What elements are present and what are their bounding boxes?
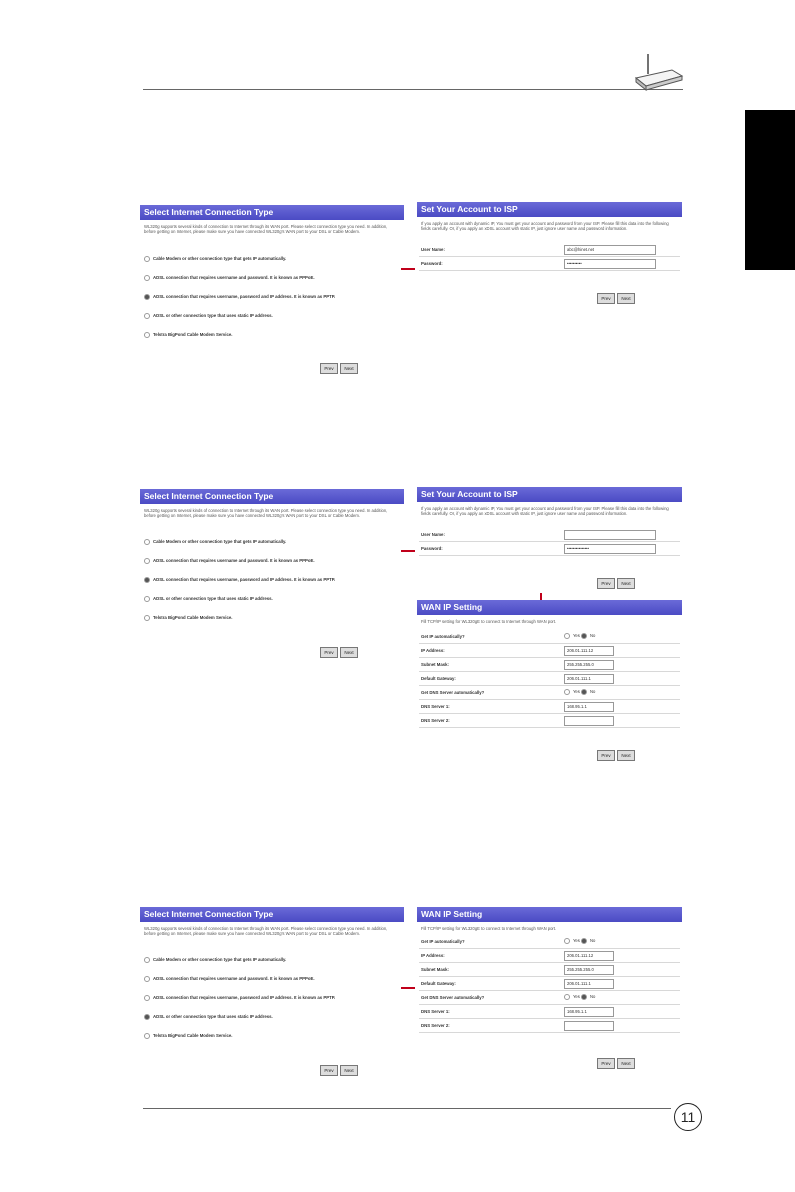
panel-title: Select Internet Connection Type bbox=[140, 907, 404, 922]
username-label: User Name: bbox=[421, 247, 445, 252]
dns-server-1-row bbox=[419, 1006, 680, 1019]
panel-description: If you apply an account with dynamic IP, You must get your account and password from your ISP. Please fill this data into the following fields carefully. Or, if you apply an xDSL account with static IP, just ignore user name and password information. bbox=[421, 506, 669, 517]
option-pppoe[interactable]: ADSL connection that requires username and password. It is known as PPPoE. bbox=[144, 558, 315, 564]
yes-no-radio[interactable]: Yes No bbox=[564, 689, 595, 695]
radio-icon[interactable] bbox=[564, 994, 570, 1000]
next-button[interactable]: Next bbox=[617, 1058, 635, 1069]
username-row bbox=[419, 244, 680, 257]
prev-button[interactable]: Prev bbox=[597, 578, 615, 589]
option-pptp[interactable]: ADSL connection that requires username, password and IP address. It is known as PPTP. bbox=[144, 995, 335, 1001]
field-label: IP Address: bbox=[421, 953, 445, 958]
panel-title: Set Your Account to ISP bbox=[417, 487, 682, 502]
page-number: 11 bbox=[674, 1103, 702, 1131]
arrow-marker-icon bbox=[401, 987, 415, 989]
username-row bbox=[419, 529, 680, 542]
option-bigpond[interactable]: Telstra BigPond Cable Modem Service. bbox=[144, 332, 232, 338]
radio-icon[interactable] bbox=[144, 577, 150, 583]
prev-button[interactable]: Prev bbox=[320, 363, 338, 374]
password-input[interactable]: ••••••••••••••• bbox=[564, 544, 656, 554]
subnet-mask-input[interactable]: 255.255.255.0 bbox=[564, 965, 614, 975]
radio-icon[interactable] bbox=[144, 332, 150, 338]
field-label: Get IP automatically? bbox=[421, 634, 465, 639]
prev-button[interactable]: Prev bbox=[597, 1058, 615, 1069]
radio-icon[interactable] bbox=[144, 294, 150, 300]
connection-type-panel bbox=[140, 489, 404, 661]
radio-icon[interactable] bbox=[581, 689, 587, 695]
field-label: DNS Server 1: bbox=[421, 1009, 450, 1014]
ip-address-input[interactable]: 206.01.111.12 bbox=[564, 951, 614, 961]
dns-server-2-input[interactable] bbox=[564, 1021, 614, 1031]
radio-icon[interactable] bbox=[144, 995, 150, 1001]
radio-icon[interactable] bbox=[144, 313, 150, 319]
panel-title: WAN IP Setting bbox=[417, 600, 682, 615]
option-static-ip[interactable]: ADSL or other connection type that uses static IP address. bbox=[144, 596, 273, 602]
username-input[interactable] bbox=[564, 530, 656, 540]
next-button[interactable]: Next bbox=[340, 363, 358, 374]
radio-icon[interactable] bbox=[564, 633, 570, 639]
radio-icon[interactable] bbox=[144, 957, 150, 963]
radio-icon[interactable] bbox=[581, 633, 587, 639]
ip-address-row bbox=[419, 950, 680, 963]
password-row bbox=[419, 543, 680, 556]
radio-icon[interactable] bbox=[581, 994, 587, 1000]
yes-no-radio[interactable]: Yes No bbox=[564, 994, 595, 1000]
option-static-ip[interactable]: ADSL or other connection type that uses static IP address. bbox=[144, 313, 273, 319]
dns-server-2-row bbox=[419, 715, 680, 728]
radio-icon[interactable] bbox=[144, 615, 150, 621]
option-static-ip[interactable]: ADSL or other connection type that uses static IP address. bbox=[144, 1014, 273, 1020]
option-pppoe[interactable]: ADSL connection that requires username and password. It is known as PPPoE. bbox=[144, 275, 315, 281]
prev-button[interactable]: Prev bbox=[597, 293, 615, 304]
field-label: Get DNS Server automatically? bbox=[421, 690, 485, 695]
panel-description: Fill TCP/IP setting for WL320gE to connect to Internet through WAN port. bbox=[421, 619, 557, 624]
panel-title: Select Internet Connection Type bbox=[140, 489, 404, 504]
footer-rule bbox=[143, 1108, 671, 1109]
option-pptp[interactable]: ADSL connection that requires username, password and IP address. It is known as PPTP. bbox=[144, 294, 335, 300]
subnet-mask-row bbox=[419, 964, 680, 977]
username-input[interactable]: abc@hinet.net bbox=[564, 245, 656, 255]
option-pptp[interactable]: ADSL connection that requires username, password and IP address. It is known as PPTP. bbox=[144, 577, 335, 583]
next-button[interactable]: Next bbox=[340, 647, 358, 658]
field-label: Default Gateway: bbox=[421, 676, 456, 681]
password-row bbox=[419, 258, 680, 271]
next-button[interactable]: Next bbox=[617, 750, 635, 761]
language-tab bbox=[745, 110, 795, 270]
option-pppoe[interactable]: ADSL connection that requires username and password. It is known as PPPoE. bbox=[144, 976, 315, 982]
panel-description: If you apply an account with dynamic IP, You must get your account and password from your ISP. Please fill this data into the following fields carefully. Or, if you apply an xDSL account with static IP, just ignore user name and password information. bbox=[421, 221, 669, 232]
isp-account-panel bbox=[417, 487, 682, 593]
field-label: Get DNS Server automatically? bbox=[421, 995, 485, 1000]
option-cable-modem[interactable]: Cable Modem or other connection type that gets IP automatically. bbox=[144, 256, 286, 262]
panel-description: WL320g supports several kinds of connection to Internet through its WAN port. Please select connection type you need. In addition, before getting on Internet, please make sure you have connected WL320g's WAN port to your DSL or Cable Modem. bbox=[144, 926, 388, 937]
option-cable-modem[interactable]: Cable Modem or other connection type that gets IP automatically. bbox=[144, 539, 286, 545]
password-input[interactable]: •••••••••• bbox=[564, 259, 656, 269]
field-label: Subnet Mask: bbox=[421, 662, 449, 667]
password-label: Password: bbox=[421, 546, 443, 551]
subnet-mask-input[interactable]: 255.255.255.0 bbox=[564, 660, 614, 670]
password-label: Password: bbox=[421, 261, 443, 266]
yes-no-radio[interactable]: Yes No bbox=[564, 633, 595, 639]
default-gateway-input[interactable]: 206.01.111.1 bbox=[564, 979, 614, 989]
field-label: Get IP automatically? bbox=[421, 939, 465, 944]
radio-icon[interactable] bbox=[144, 596, 150, 602]
get-ip-auto-row bbox=[419, 936, 680, 949]
radio-icon[interactable] bbox=[564, 689, 570, 695]
dns-server-1-input[interactable]: 168.95.1.1 bbox=[564, 1007, 614, 1017]
radio-icon[interactable] bbox=[144, 539, 150, 545]
default-gateway-row bbox=[419, 673, 680, 686]
panel-description: WL320g supports several kinds of connection to Internet through its WAN port. Please select connection type you need. In addition, before getting on Internet, please make sure you have connected WL320g's WAN port to your DSL or Cable Modem. bbox=[144, 224, 388, 235]
field-label: Default Gateway: bbox=[421, 981, 456, 986]
radio-icon[interactable] bbox=[144, 1033, 150, 1039]
default-gateway-input[interactable]: 206.01.111.1 bbox=[564, 674, 614, 684]
panel-title: Select Internet Connection Type bbox=[140, 205, 404, 220]
connection-type-panel bbox=[140, 205, 404, 377]
subnet-mask-row bbox=[419, 659, 680, 672]
arrow-marker-icon bbox=[401, 550, 415, 552]
field-label: Subnet Mask: bbox=[421, 967, 449, 972]
get-dns-auto-row bbox=[419, 687, 680, 700]
prev-button[interactable]: Prev bbox=[320, 1065, 338, 1076]
radio-icon[interactable] bbox=[581, 938, 587, 944]
get-dns-auto-row bbox=[419, 992, 680, 1005]
option-bigpond[interactable]: Telstra BigPond Cable Modem Service. bbox=[144, 1033, 232, 1039]
router-icon bbox=[632, 52, 684, 92]
get-ip-auto-row bbox=[419, 631, 680, 644]
wan-ip-panel bbox=[417, 600, 682, 765]
wan-ip-panel bbox=[417, 907, 682, 1072]
panel-description: WL320g supports several kinds of connection to Internet through its WAN port. Please select connection type you need. In addition, before getting on Internet, please make sure you have connected WL320g's WAN port to your DSL or Cable Modem. bbox=[144, 508, 388, 519]
panel-title: WAN IP Setting bbox=[417, 907, 682, 922]
dns-server-1-input[interactable]: 168.95.1.1 bbox=[564, 702, 614, 712]
radio-icon[interactable] bbox=[144, 256, 150, 262]
prev-button[interactable]: Prev bbox=[597, 750, 615, 761]
connection-type-panel bbox=[140, 907, 404, 1079]
radio-icon[interactable] bbox=[144, 275, 150, 281]
radio-icon[interactable] bbox=[144, 1014, 150, 1020]
panel-description: Fill TCP/IP setting for WL320gE to connect to Internet through WAN port. bbox=[421, 926, 557, 931]
ip-address-input[interactable]: 206.01.111.12 bbox=[564, 646, 614, 656]
yes-no-radio[interactable]: Yes No bbox=[564, 938, 595, 944]
dns-server-2-input[interactable] bbox=[564, 716, 614, 726]
next-button[interactable]: Next bbox=[617, 293, 635, 304]
ip-address-row bbox=[419, 645, 680, 658]
arrow-marker-icon bbox=[401, 268, 415, 270]
next-button[interactable]: Next bbox=[340, 1065, 358, 1076]
header-rule bbox=[143, 89, 683, 90]
prev-button[interactable]: Prev bbox=[320, 647, 338, 658]
next-button[interactable]: Next bbox=[617, 578, 635, 589]
field-label: IP Address: bbox=[421, 648, 445, 653]
field-label: DNS Server 2: bbox=[421, 718, 450, 723]
field-label: DNS Server 2: bbox=[421, 1023, 450, 1028]
dns-server-1-row bbox=[419, 701, 680, 714]
radio-icon[interactable] bbox=[144, 558, 150, 564]
dns-server-2-row bbox=[419, 1020, 680, 1033]
field-label: DNS Server 1: bbox=[421, 704, 450, 709]
radio-icon[interactable] bbox=[144, 976, 150, 982]
option-bigpond[interactable]: Telstra BigPond Cable Modem Service. bbox=[144, 615, 232, 621]
panel-title: Set Your Account to ISP bbox=[417, 202, 682, 217]
option-cable-modem[interactable]: Cable Modem or other connection type that gets IP automatically. bbox=[144, 957, 286, 963]
radio-icon[interactable] bbox=[564, 938, 570, 944]
username-label: User Name: bbox=[421, 532, 445, 537]
isp-account-panel bbox=[417, 202, 682, 308]
default-gateway-row bbox=[419, 978, 680, 991]
